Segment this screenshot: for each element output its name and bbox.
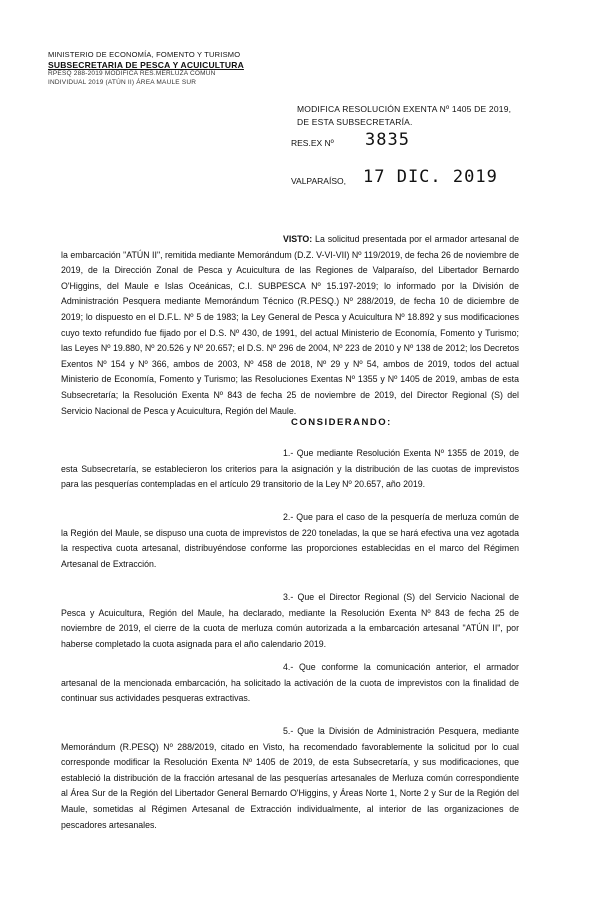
resolution-label: RES.EX Nº xyxy=(291,138,334,148)
considerando-item-1: 1.- Que mediante Resolución Exenta Nº 1355 de 2019, de esta Subsecretaría, se establecieron los criterios para la asignación y la distribución de las cuotas de imprevistos para las pesquerías contempladas en el artículo 29 transitorio de la Ley Nº 20.657, año 2019. xyxy=(61,448,519,490)
letterhead xyxy=(48,50,278,87)
considerando-item-4: 4.- Que conforme la comunicación anterior, el armador artesanal de la mencionada embarcación, ha solicitado la activación de la cuota de imprevistos con la finalidad de continuar sus actividades pesqueras extractivas. xyxy=(61,662,519,704)
place-date-block xyxy=(291,167,498,187)
considerando-heading: CONSIDERANDO: xyxy=(291,417,392,428)
subject-line-1: MODIFICA RESOLUCIÓN EXENTA Nº 1405 DE 2019, xyxy=(297,104,512,114)
resolution-number: 3835 xyxy=(365,130,410,150)
resolution-number-block xyxy=(291,130,410,150)
subsecretaria-name: SUBSECRETARIA DE PESCA Y ACUICULTURA xyxy=(48,60,244,70)
visto-text: La solicitud presentada por el armador artesanal de la embarcación "ATÚN II", remitida mediante Memorándum (D.Z. V-VI-VII) Nº 119/2019, de fecha 26 de noviembre de 2019, de la Dirección Zonal de Pesca y Acuicultura de las Regiones de Valparaíso, del Libertador Bernardo O'Higgins, del Maule e Islas Oceánicas, C.I. SUBPESCA Nº 15.197-2019; lo informado por la División de Administración Pesquera mediante Memorándum Técnico (R.PESQ.) Nº 288/2019, de fecha 10 de diciembre de 2019; lo dispuesto en el D.F.L. Nº 5 de 1983; la Ley General de Pesca y Acuicultura Nº 18.892 y sus modificaciones cuyo texto refundido fue fijado por el D.S. Nº 430, de 1991, del actual Ministerio de Economía, Fomento y Turismo; las Leyes Nº 19.880, Nº 20.526 y Nº 20.657; el D.S. Nº 296 de 2004, Nº 223 de 2010 y Nº 138 de 2012; los Decretos Exentos Nº 154 y Nº 366, ambos de 2003, Nº 458 de 2018, Nº 29 y Nº 54, ambos de 2019, todos del actual Ministerio de Economía, Fomento y Turismo; las Resoluciones Exentas Nº 1355 y Nº 1405 de 2019, ambas de esta Subsecretaría; la Resolución Exenta Nº 843 de fecha 25 de noviembre de 2019, del Director Regional (S) del Servicio Nacional de Pesca y Acuicultura, Región del Maule. xyxy=(61,234,519,416)
considerando-item-3: 3.- Que el Director Regional (S) del Servicio Nacional de Pesca y Acuicultura, Región del Maule, ha declarado, mediante la Resolución Exenta Nº 843 de fecha 25 de noviembre de 2019, el cierre de la cuota de merluza común autorizada a la embarcación artesanal "ATÚN II", por haberse completado la cuota asignada para el año calendario 2019. xyxy=(61,592,519,649)
subject-line-2: DE ESTA SUBSECRETARÍA. xyxy=(297,117,413,127)
reference-line-2: INDIVIDUAL 2019 (ATÚN II) ÁREA MAULE SUR xyxy=(48,78,197,86)
visto-paragraph xyxy=(61,232,519,419)
visto-label: VISTO: xyxy=(283,234,313,244)
considerando-item-5: 5.- Que la División de Administración Pesquera, mediante Memorándum (R.PESQ) Nº 288/2019, citado en Visto, ha recomendado favorablemente la solicitud por lo cual corresponde modificar la Resolución Exenta Nº 1405 de 2019, de esta Subsecretaría, y sus modificaciones, que estableció la distribución de la fracción artesanal de las pesquerías artesanales de Merluza común correspondiente al Área Sur de la Región del Libertador General Bernardo O'Higgins, y Áreas Norte 1, Norte 2 y Sur de la Región del Maule, sometidas al Régimen Artesanal de Extracción individualmente, al interior de las organizaciones de pescadores artesanales. xyxy=(61,726,519,830)
place-label: VALPARAÍSO, xyxy=(291,176,346,186)
resolution-subject xyxy=(297,103,511,129)
ministry-name: MINISTERIO DE ECONOMÍA, FOMENTO Y TURISMO xyxy=(48,50,241,59)
reference-line-1: RPESQ 288-2019 MODIFICA RES.MERLUZA COMÚN xyxy=(48,70,216,77)
considerando-item-2: 2.- Que para el caso de la pesquería de merluza común de la Región del Maule, se dispuso una cuota de imprevistos de 220 toneladas, la que se hará efectiva una vez agotada la respectiva cuota artesanal, distribuyéndose conforme las proporciones establecidas en el marco del Régimen Artesanal de Extracción. xyxy=(61,512,519,569)
resolution-date: 17 DIC. 2019 xyxy=(363,167,498,187)
